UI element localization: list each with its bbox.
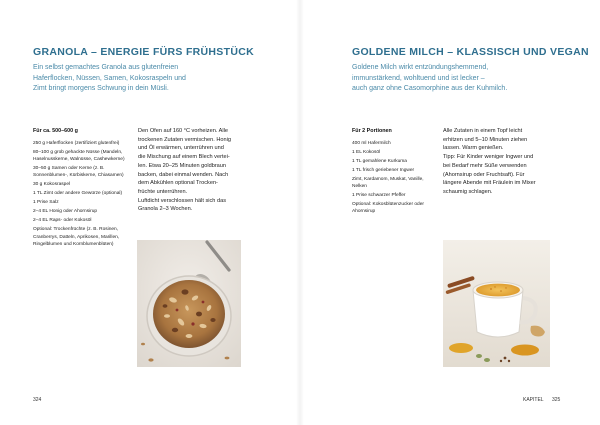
- granola-ingredient-list: [33, 140, 125, 250]
- right-page-number: 325: [552, 397, 561, 403]
- granola-photo: [137, 240, 241, 367]
- intro-line: Zimt bringt morgens Schwung in dein Müsli.: [33, 85, 169, 92]
- granola-title: GRANOLA – ENERGIE FÜRS FRÜHSTÜCK: [33, 46, 254, 58]
- instruction-line: längere Abende mit Fräulein im Mixer: [443, 180, 536, 187]
- ingredient-item: 80–100 g grob gehackte Nüsse (Mandeln, Haselnusskerne, Walnüsse, Cashewkerne): [33, 150, 125, 163]
- instruction-line: und Öl erwärmen, unterrühren und: [138, 145, 224, 152]
- intro-line: Ein selbst gemachtes Granola aus glutenfreien: [33, 64, 179, 71]
- intro-line: immunstärkend, wohltuend und ist lecker –: [352, 74, 485, 82]
- golden-milk-ingredient-list: [352, 140, 434, 217]
- instruction-line: früchte unterrühren.: [138, 188, 188, 195]
- golden-milk-photo: [443, 240, 550, 367]
- instruction-line: die Mischung auf einem Blech vertei-: [138, 154, 230, 161]
- instruction-line: trockenen Zutaten vermischen. Honig: [138, 136, 231, 143]
- instruction-line: Alle Zutaten in einem Topf leicht: [443, 128, 523, 134]
- instruction-line: (Ahornsirup oder Fruchtsaft). Für: [443, 171, 525, 178]
- instruction-line: len. Etwa 20–25 Minuten goldbraun: [138, 162, 227, 169]
- left-page-number: 324: [33, 397, 42, 403]
- instruction-line: Tipp: Für Kinder weniger Ingwer und: [443, 154, 534, 161]
- instruction-line: dem Abkühlen optional Trocken-: [138, 180, 218, 187]
- instruction-line: Den Ofen auf 160 °C vorheizen. Alle: [138, 128, 228, 134]
- instruction-line: Granola 2–3 Wochen.: [138, 206, 193, 213]
- instruction-line: Luftdicht verschlossen hält sich das: [138, 197, 226, 204]
- ingredient-item: Optional: Kokosblütenzucker oder Ahornsirup: [352, 202, 424, 215]
- ingredient-item: Optional: Trockenfrüchte (z. B. Rosinen, Cranberrys, Datteln, Aprikosen, Marillen, Ringelblumen und Kornblumenblüten): [33, 227, 120, 247]
- ingredient-item: 400 ml Hafermilch: [352, 141, 391, 146]
- ingredient-item: 30 g Kokosraspel: [33, 182, 71, 188]
- instruction-line: bei Bedarf mehr Süße verwenden: [443, 162, 527, 169]
- ingredient-item: 1 TL frisch geriebener Ingwer: [352, 168, 415, 173]
- instruction-line: backen, dabei einmal wenden. Nach: [138, 171, 229, 178]
- intro-line: Goldene Milch wirkt entzündungshemmend,: [352, 64, 489, 71]
- book-gutter: [296, 0, 304, 425]
- right-header-text: KAPITEL: [523, 397, 544, 403]
- ingredient-item: 2–4 EL Honig oder Ahornsirup: [33, 209, 98, 215]
- ingredient-item: 30–50 g Samen oder Kerne (z. B. Sonnenblumen-, Kürbiskerne, Chiasamen): [33, 166, 124, 179]
- ingredient-item: 1 Prise Salz: [33, 200, 59, 206]
- golden-milk-title: GOLDENE MILCH – KLASSISCH UND VEGAN: [352, 46, 589, 58]
- granola-intro: [33, 63, 186, 95]
- golden-milk-cup-illustration: [443, 240, 550, 367]
- instruction-line: erhitzen und 5–10 Minuten ziehen: [443, 136, 528, 143]
- granola-bowl-illustration: [137, 240, 241, 367]
- granola-instructions: [138, 127, 278, 214]
- intro-line: Haferflocken, Nüssen, Samen, Kokosraspeln und: [33, 74, 186, 82]
- ingredient-item: 2–4 EL Raps- oder Kokosöl: [33, 218, 92, 224]
- instruction-line: schaumig schlagen.: [443, 188, 493, 195]
- instruction-line: lassen. Warm genießen.: [443, 145, 504, 152]
- ingredient-item: 1 TL gemahlene Kurkuma: [352, 159, 407, 164]
- intro-line: auch ganz ohne Casomorphine aus der Kuhmilch.: [352, 85, 508, 92]
- golden-milk-intro: [352, 63, 507, 95]
- golden-milk-yield: Für 2 Portionen: [352, 128, 392, 134]
- ingredient-item: 250 g Haferflocken (zertifiziert glutenfrei): [33, 141, 120, 146]
- ingredient-item: 1 EL Kokosöl: [352, 150, 381, 155]
- ingredient-item: 1 TL Zimt oder andere Gewürze (optional): [33, 191, 123, 197]
- golden-milk-instructions: [443, 127, 568, 197]
- granola-yield: Für ca. 500–600 g: [33, 128, 78, 134]
- ingredient-item: Zimt, Kardamom, Muskat, Vanille, Nelken: [352, 177, 424, 190]
- ingredient-item: 1 Prise schwarzer Pfeffer: [352, 193, 406, 199]
